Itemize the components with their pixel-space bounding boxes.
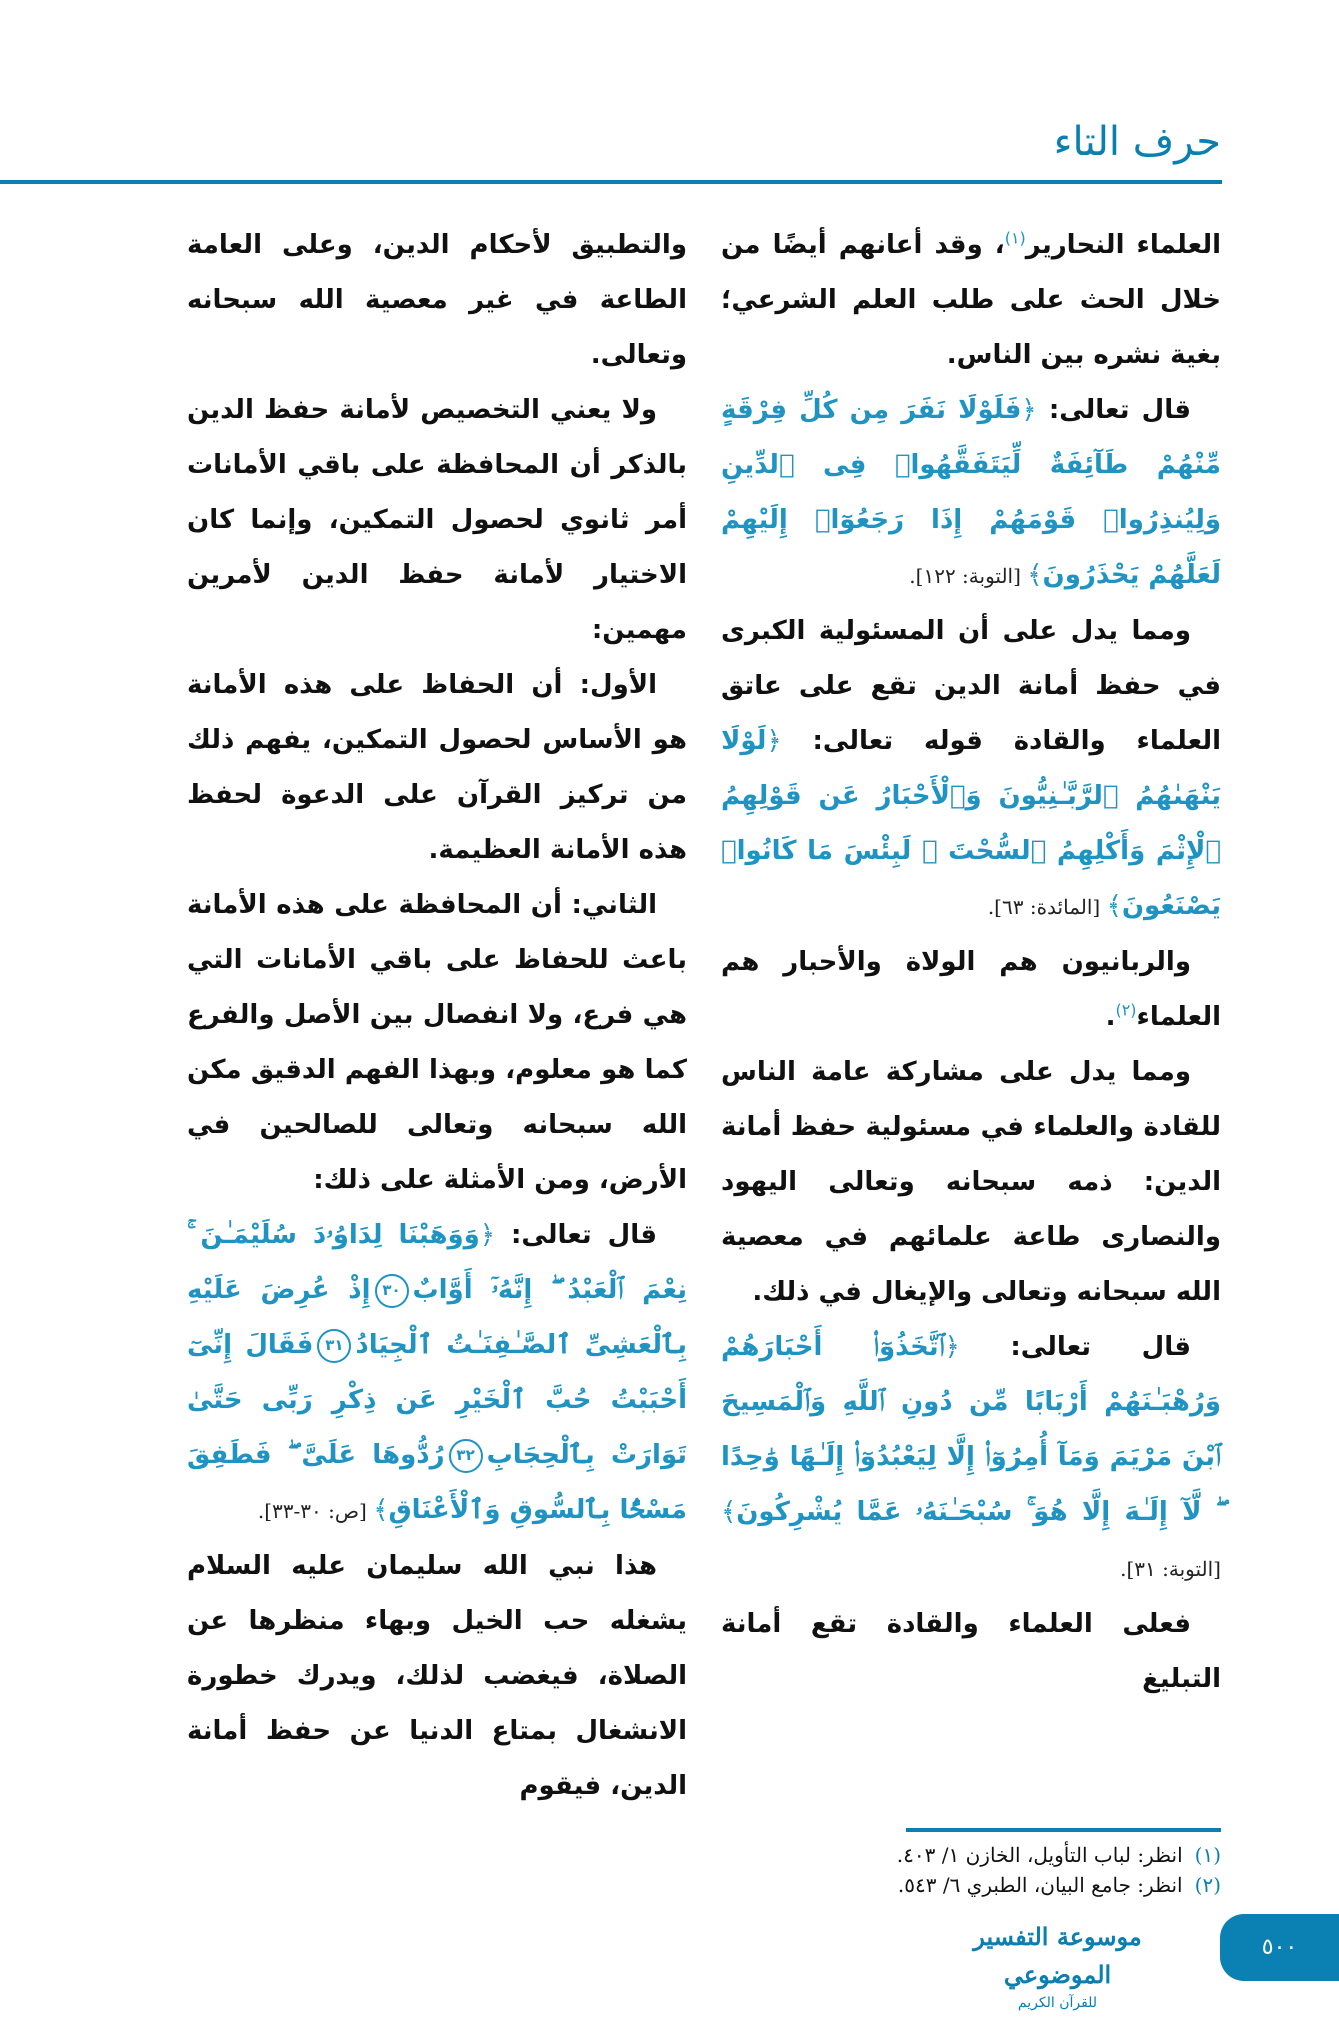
footnotes-area: [0, 1828, 1339, 1900]
point-label: الثاني:: [571, 890, 657, 920]
paragraph: ولا يعني التخصيص لأمانة حفظ الدين بالذكر أن المحافظة على باقي الأمانات أمر ثانوي لحصول التمكين، وإنما كان الاختيار لأمانة حفظ الدين لأمرين مهمين:: [187, 395, 687, 645]
logo-subtitle: للقرآن الكريم: [1017, 1995, 1098, 2011]
chapter-title: حرف التاء: [1053, 119, 1221, 165]
quran-verse: لَوْلَا يَنْهَىٰهُمُ ٱلرَّبَّـٰنِيُّونَ وَٱلْأَحْبَارُ عَن قَوْلِهِمُ ٱلْإِثْمَ وَأَكْلِهِمُ ٱلسُّحْتَ ۚ لَبِئْسَ مَا كَانُوا۟ يَصْنَعُونَ: [721, 726, 1221, 921]
left-column: [187, 218, 687, 1814]
footnote-text: انظر: لباب التأويل، الخازن ١/ ٤٠٣.: [896, 1843, 1183, 1867]
ornate-bracket-close-icon: ﴾: [721, 1497, 737, 1527]
footnotes: [621, 1840, 1221, 1900]
ornate-bracket-open-icon: ﴿: [479, 1220, 496, 1250]
quran-verse: فَلَوْلَا نَفَرَ مِن كُلِّ فِرْقَةٍ مِّنْهُمْ طَآئِفَةٌ لِّيَتَفَقَّهُوا۟ فِى ٱلدِّينِ وَلِيُنذِرُوا۟ قَوْمَهُمْ إِذَا رَجَعُوٓا۟ إِلَيْهِمْ لَعَلَّهُمْ يَحْذَرُونَ: [721, 395, 1221, 590]
paragraph: [721, 604, 1221, 935]
footnote-item: [621, 1840, 1221, 1870]
paragraph: والتطبيق لأحكام الدين، وعلى العامة الطاعة في غير معصية الله سبحانه وتعالى.: [187, 230, 687, 370]
quran-verse: فَقَالَ إِنِّىٓ أَحْبَبْتُ حُبَّ ٱلْخَيْرِ عَن ذِكْرِ رَبِّى حَتَّىٰ تَوَارَتْ بِٱلْحِجَابِ: [187, 1330, 688, 1470]
paragraph-text: ومما يدل على أن المسئولية الكبرى في حفظ أمانة الدين تقع على عاتق العلماء والقادة قوله تعالى:: [721, 616, 1221, 756]
logo-title: موسوعة التفسير الموضوعي: [973, 1922, 1142, 1989]
verse-reference: [التوبة: ٣١].: [1120, 1557, 1221, 1581]
verse-reference: [التوبة: ١٢٢].: [909, 564, 1028, 588]
paragraph-text: أن المحافظة على هذه الأمانة باعث للحفاظ على باقي الأمانات التي هي فرع، ولا انفصال بين الأصل والفرع كما هو معلوم، وبهذا الفهم الدقيق مكن الله سبحانه وتعالى للصالحين في الأرض، ومن الأمثلة على ذلك:: [187, 890, 687, 1195]
paragraph-text: أن الحفاظ على هذه الأمانة هو الأساس لحصول التمكين، يفهم ذلك من تركيز القرآن على الدعوة لحفظ هذه الأمانة العظيمة.: [187, 670, 687, 865]
paragraph-text: .: [1105, 1002, 1116, 1032]
ornate-bracket-close-icon: ﴾: [1027, 560, 1043, 590]
encyclopedia-logo: [930, 1918, 1185, 2012]
verse-intro: قال تعالى:: [495, 1220, 657, 1250]
verse-reference: [المائدة: ٦٣].: [987, 895, 1107, 919]
ayah-number-marker: ٣٢: [449, 1439, 483, 1473]
right-column: [721, 218, 1221, 1814]
verse-reference: [ص: ٣٠-٣٣].: [257, 1499, 374, 1523]
quran-citation: [721, 1320, 1221, 1597]
paragraph: هذا نبي الله سليمان عليه السلام يشغله حب الخيل وبهاء منظرها عن الصلاة، فيغضب لذلك، ويدرك خطورة الانشغال بمتاع الدنيا عن حفظ أمانة الدين، فيقوم: [187, 1551, 687, 1801]
ornate-bracket-open-icon: ﴿: [1021, 395, 1037, 425]
footnote-number[interactable]: (١): [1194, 1843, 1221, 1867]
ornate-bracket-close-icon: ﴾: [373, 1495, 389, 1525]
quran-citation: [187, 1208, 687, 1539]
ornate-bracket-open-icon: ﴿: [944, 1332, 960, 1362]
body-columns: [0, 218, 1339, 1814]
footnote-number[interactable]: (٢): [1194, 1873, 1221, 1897]
footnote-ref-2[interactable]: (٢): [1115, 1000, 1137, 1020]
paragraph: [187, 658, 687, 878]
footnote-divider: [906, 1828, 1221, 1832]
quran-verse: رُدُّوهَا عَلَىَّ ۖ فَطَفِقَ مَسْحًۢا بِٱلسُّوقِ وَٱلْأَعْنَاقِ: [187, 1440, 687, 1525]
paragraph: ومما يدل على مشاركة عامة الناس للقادة والعلماء في مسئولية حفظ أمانة الدين: ذمه سبحانه وتعالى اليهود والنصارى طاعة علمائهم في معصية الله سبحانه وتعالى والإيغال في ذلك.: [721, 1057, 1221, 1307]
quran-verse: وَوَهَبْنَا لِدَاوُۥدَ سُلَيْمَـٰنَ ۚ نِعْمَ ٱلْعَبْدُ ۖ إِنَّهُۥٓ أَوَّابٌ: [187, 1220, 687, 1305]
paragraph: فعلى العلماء والقادة تقع أمانة التبليغ: [721, 1609, 1221, 1694]
page-header: [0, 0, 1339, 218]
paragraph: [187, 878, 687, 1208]
paragraph: [721, 935, 1221, 1045]
ayah-number-marker: ٣٠: [375, 1274, 409, 1308]
quran-verse: ٱتَّخَذُوٓا۟ أَحْبَارَهُمْ وَرُهْبَـٰنَهُمْ أَرْبَابًا مِّن دُونِ ٱللَّهِ وَٱلْمَسِيحَ ٱبْنَ مَرْيَمَ وَمَآ أُمِرُوٓا۟ إِلَّا لِيَعْبُدُوٓا۟ إِلَـٰهًا وَٰحِدًا ۖ لَّآ إِلَـٰهَ إِلَّا هُوَ ۚ سُبْحَـٰنَهُۥ عَمَّا يُشْرِكُونَ: [721, 1332, 1221, 1527]
page-footer: [0, 1914, 1339, 2024]
quran-citation: [721, 383, 1221, 604]
footnote-ref-1[interactable]: (١): [1004, 228, 1026, 248]
ayah-number-marker: ٣١: [317, 1329, 351, 1363]
header-divider: [0, 180, 1222, 184]
paragraph: [721, 218, 1221, 383]
ornate-bracket-open-icon: ﴿: [766, 726, 782, 756]
paragraph-text: العلماء النحارير: [1025, 230, 1221, 260]
point-label: الأول:: [579, 670, 657, 700]
verse-intro: قال تعالى:: [959, 1332, 1191, 1362]
ornate-bracket-close-icon: ﴾: [1106, 891, 1122, 921]
page-number-badge: ٥٠٠: [1220, 1914, 1339, 1981]
quran-verse: إِذْ عُرِضَ عَلَيْهِ بِٱلْعَشِىِّ ٱلصَّـٰفِنَـٰتُ ٱلْجِيَادُ: [187, 1275, 688, 1360]
verse-intro: قال تعالى:: [1036, 395, 1191, 425]
paragraph-text: ، وقد أعانهم أيضًا من خلال الحث على طلب العلم الشرعي؛ بغية نشره بين الناس.: [721, 230, 1221, 370]
footnote-item: [621, 1870, 1221, 1900]
paragraph-text: والربانيون هم الولاة والأحبار هم العلماء: [721, 947, 1221, 1032]
footnote-text: انظر: جامع البيان، الطبري ٦/ ٥٤٣.: [897, 1873, 1183, 1897]
